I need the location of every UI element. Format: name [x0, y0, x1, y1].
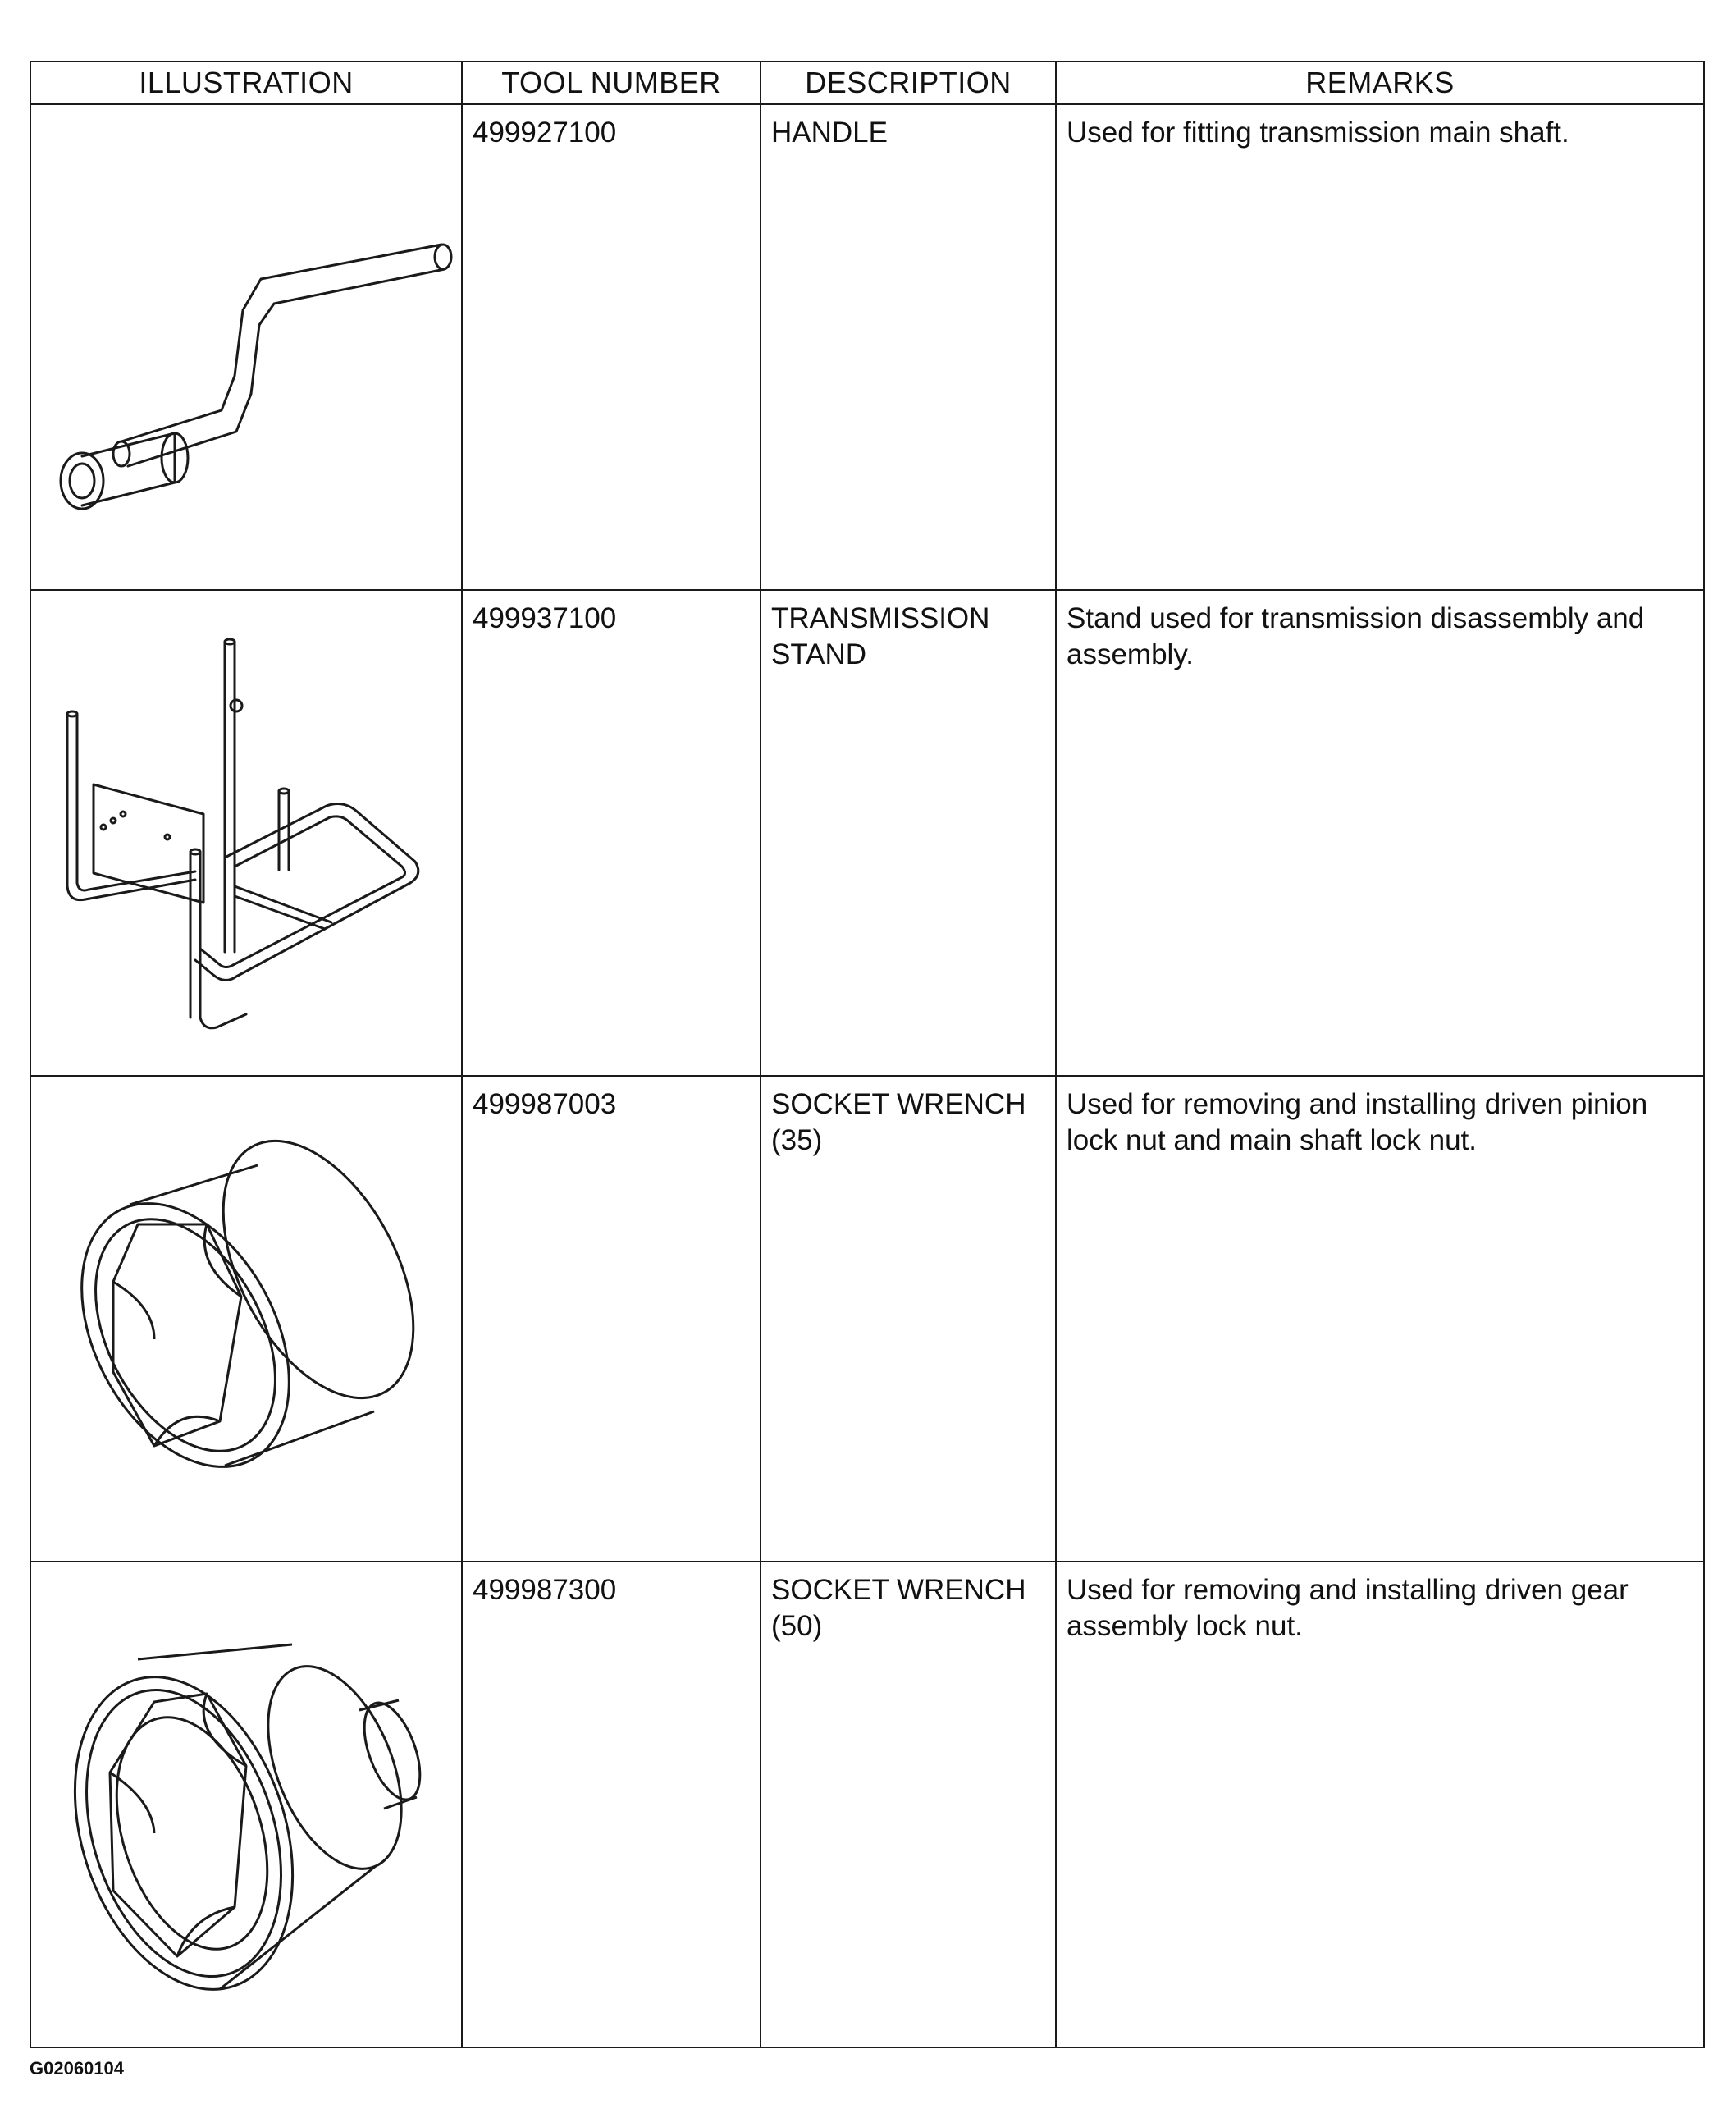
tool-remarks: Stand used for transmission disassembly and assembly. [1067, 602, 1645, 670]
special-tools-table [30, 61, 1705, 2048]
tool-remarks: Used for removing and installing driven pinion lock nut and main shaft lock nut. [1067, 1088, 1648, 1156]
tool-number: 499987003 [473, 1088, 617, 1120]
tool-remarks: Used for removing and installing driven gear assembly lock nut. [1067, 1574, 1629, 1642]
figure-code: G02060104 [30, 2058, 124, 2079]
header-description: DESCRIPTION [761, 62, 1056, 104]
tool-number: 499937100 [473, 602, 617, 634]
table-header-row [30, 62, 1704, 104]
header-tool-number: TOOL NUMBER [462, 62, 761, 104]
table-row [30, 590, 1704, 1076]
table-row [30, 104, 1704, 590]
socket-wrench-35-icon [31, 1077, 461, 1561]
illustration-cell [30, 590, 462, 1076]
tool-description: TRANSMISSION STAND [771, 602, 990, 670]
table-row [30, 1562, 1704, 2047]
header-illustration: ILLUSTRATION [30, 62, 462, 104]
tool-number: 499987300 [473, 1574, 617, 1606]
tool-number: 499927100 [473, 117, 617, 149]
tool-description: SOCKET WRENCH (35) [771, 1088, 1026, 1156]
illustration-cell [30, 1076, 462, 1562]
table-row [30, 1076, 1704, 1562]
tool-description: SOCKET WRENCH (50) [771, 1574, 1026, 1642]
illustration-cell [30, 104, 462, 590]
tool-remarks: Used for fitting transmission main shaft. [1067, 117, 1569, 149]
illustration-cell [30, 1562, 462, 2047]
socket-wrench-50-icon [31, 1562, 461, 2047]
header-remarks: REMARKS [1056, 62, 1704, 104]
tool-description: HANDLE [771, 117, 888, 149]
transmission-stand-icon [31, 591, 461, 1075]
handle-icon [31, 105, 461, 589]
